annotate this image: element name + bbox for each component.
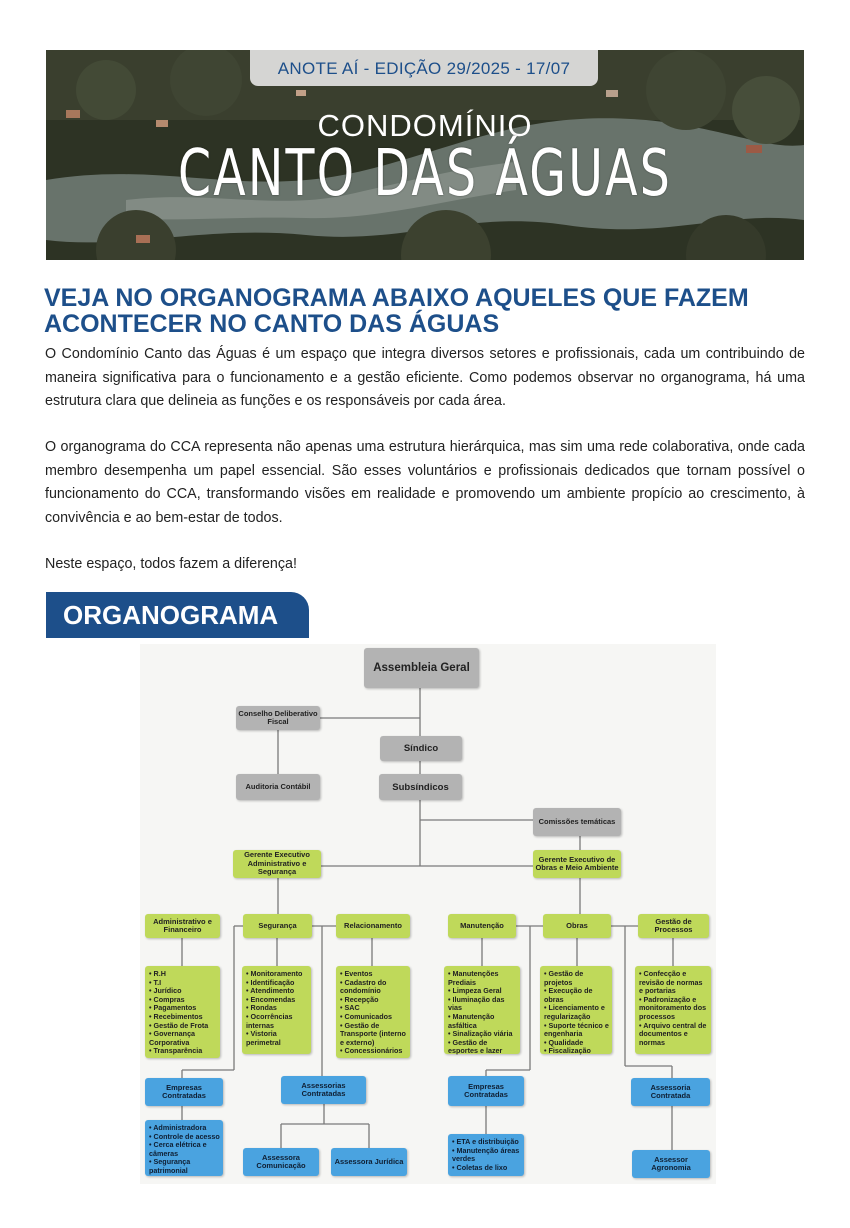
- node-assessorias-contratadas: Assessorias Contratadas: [281, 1076, 366, 1104]
- node-administrativo-financeiro: Administrativo e Financeiro: [145, 914, 220, 938]
- edition-label: ANOTE AÍ - EDIÇÃO 29/2025 - 17/07: [250, 50, 598, 86]
- list-item: • SAC: [340, 1003, 360, 1013]
- list-item: • Transparência: [149, 1046, 203, 1056]
- list-item: • Comunicados: [340, 1011, 393, 1021]
- node-gestao-processos: Gestão de Processos: [638, 914, 709, 938]
- list-item: • Vistoria perimetral: [246, 1029, 281, 1047]
- list-relacionamento: [336, 966, 410, 1058]
- list-item: • Manutenção asfáltica: [448, 1011, 495, 1030]
- list-item: • Jurídico: [149, 986, 182, 996]
- node-empresas-contratadas-2: Empresas Contratadas: [448, 1076, 524, 1106]
- list-item: • Monitoramento: [246, 969, 303, 978]
- headline: VEJA NO ORGANOGRAMA ABAIXO AQUELES QUE FAZEM ACONTECER NO CANTO DAS ÁGUAS: [44, 284, 749, 338]
- list-item: • Cadastro do condomínio: [340, 977, 387, 996]
- node-assessor-agronomia: Assessor Agronomia: [632, 1150, 710, 1178]
- paragraph-3: Neste espaço, todos fazem a diferença!: [45, 556, 297, 572]
- list-item: • Sinalização viária: [448, 1029, 513, 1039]
- node-assembleia-geral: Assembleia Geral: [364, 648, 479, 688]
- list-item: • Suporte técnico e engenharia: [544, 1020, 609, 1039]
- list-item: • Ocorrências internas: [246, 1011, 293, 1030]
- list-administrativo-financeiro: [145, 966, 220, 1058]
- list-item: • Recepção: [340, 994, 379, 1004]
- list-item: • Atendimento: [246, 986, 295, 996]
- list-item: • Gestão de Transporte (interno e externo): [340, 1020, 406, 1047]
- list-item: • Encomendas: [246, 994, 296, 1004]
- list-item: • Arquivo central de documentos e normas: [639, 1020, 707, 1047]
- node-assessora-juridica: Assessora Jurídica: [331, 1148, 407, 1176]
- list-item: • ETA e distribuição: [452, 1137, 519, 1146]
- org-chart-background: [140, 644, 716, 1184]
- list-item: • Administradora: [149, 1123, 207, 1132]
- list-item: • Concessionários: [340, 1046, 403, 1056]
- node-gerente-obras: Gerente Executivo de Obras e Meio Ambiente: [533, 850, 621, 878]
- list-item: • Coletas de lixo: [452, 1162, 508, 1172]
- list-item: • Execução de obras: [544, 986, 593, 1004]
- list-item: • Qualidade: [544, 1037, 584, 1047]
- list-item: • Padronização e monitoramento dos processos: [639, 994, 707, 1021]
- list-item: • Manutenção áreas verdes: [452, 1145, 520, 1164]
- node-gerente-administrativo: Gerente Executivo Administrativo e Segurança: [233, 850, 321, 878]
- list-item: • Rondas: [246, 1003, 277, 1013]
- node-assessoria-contratada: Assessoria Contratada: [631, 1078, 710, 1106]
- logo-line-2: CANTO DAS ÁGUAS: [178, 137, 672, 211]
- list-item: • T.I: [149, 977, 162, 987]
- node-sindico: Síndico: [380, 736, 462, 761]
- list-item: • Identificação: [246, 977, 295, 987]
- header-banner: [46, 50, 804, 260]
- node-subsindicos: Subsíndicos: [379, 774, 462, 800]
- list-empresas-contratadas-1: [145, 1120, 223, 1176]
- node-seguranca: Segurança: [243, 914, 312, 938]
- section-title: ORGANOGRAMA: [46, 592, 309, 638]
- list-item: • Gestão de projetos: [544, 969, 584, 987]
- node-conselho-deliberativo: Conselho Deliberativo Fiscal: [236, 706, 320, 730]
- list-item: • Manutenções Prediais: [448, 969, 499, 987]
- list-obras: [540, 966, 612, 1054]
- list-gestao-processos: [635, 966, 711, 1054]
- list-item: • Gestão de esportes e lazer: [448, 1037, 503, 1056]
- list-empresas-contratadas-2: [448, 1134, 524, 1176]
- node-comissoes-tematicas: Comissões temáticas: [533, 808, 621, 836]
- list-item: • Governança Corporativa: [149, 1029, 196, 1047]
- list-item: • Gestão de Frota: [149, 1020, 209, 1030]
- list-item: • Eventos: [340, 969, 373, 978]
- list-manutencao: [444, 966, 520, 1054]
- list-item: • Fiscalização: [544, 1046, 591, 1056]
- list-seguranca: [242, 966, 311, 1054]
- node-assessora-comunicacao: Assessora Comunicação: [243, 1148, 319, 1176]
- list-item: • Recebimentos: [149, 1011, 203, 1021]
- list-item: • Cerca elétrica e câmeras: [149, 1140, 207, 1158]
- node-obras: Obras: [543, 914, 611, 938]
- list-item: • Compras: [149, 994, 185, 1004]
- list-item: • Pagamentos: [149, 1003, 197, 1013]
- list-item: • Confecção e revisão de normas e portarias: [639, 969, 703, 996]
- node-auditoria-contabil: Auditoria Contábil: [236, 774, 320, 800]
- list-item: • Controle de acesso: [149, 1131, 220, 1141]
- node-relacionamento: Relacionamento: [336, 914, 410, 938]
- list-item: • Licenciamento e regularização: [544, 1003, 605, 1021]
- node-empresas-contratadas-1: Empresas Contratadas: [145, 1078, 223, 1106]
- node-manutencao: Manutenção: [448, 914, 516, 938]
- paragraph-2: O organograma do CCA representa não apenas uma estrutura hierárquica, mas sim uma rede colaborativa, onde cada membro desempenha um papel essencial. São esses voluntários e profissionais dedicados que tornam possível o funcionamento do CCA, transformando visões em realidade e promovendo um ambiente propício ao crescimento, à convivência e ao bem-estar de todos.: [45, 439, 805, 526]
- list-item: • Iluminação das vias: [448, 994, 505, 1013]
- logo-line-1: CONDOMÍNIO: [317, 108, 533, 143]
- list-item: • R.H: [149, 969, 166, 978]
- paragraph-1: O Condomínio Canto das Águas é um espaço que integra diversos setores e profissionais, cada um contribuindo de maneira significativa para o funcionamento e a gestão eficiente. Como podemos observar no organograma, há uma estrutura clara que delineia as funções e os responsáveis por cada área.: [45, 346, 805, 409]
- list-item: • Limpeza Geral: [448, 986, 502, 996]
- list-item: • Segurança patrimonial: [149, 1157, 191, 1175]
